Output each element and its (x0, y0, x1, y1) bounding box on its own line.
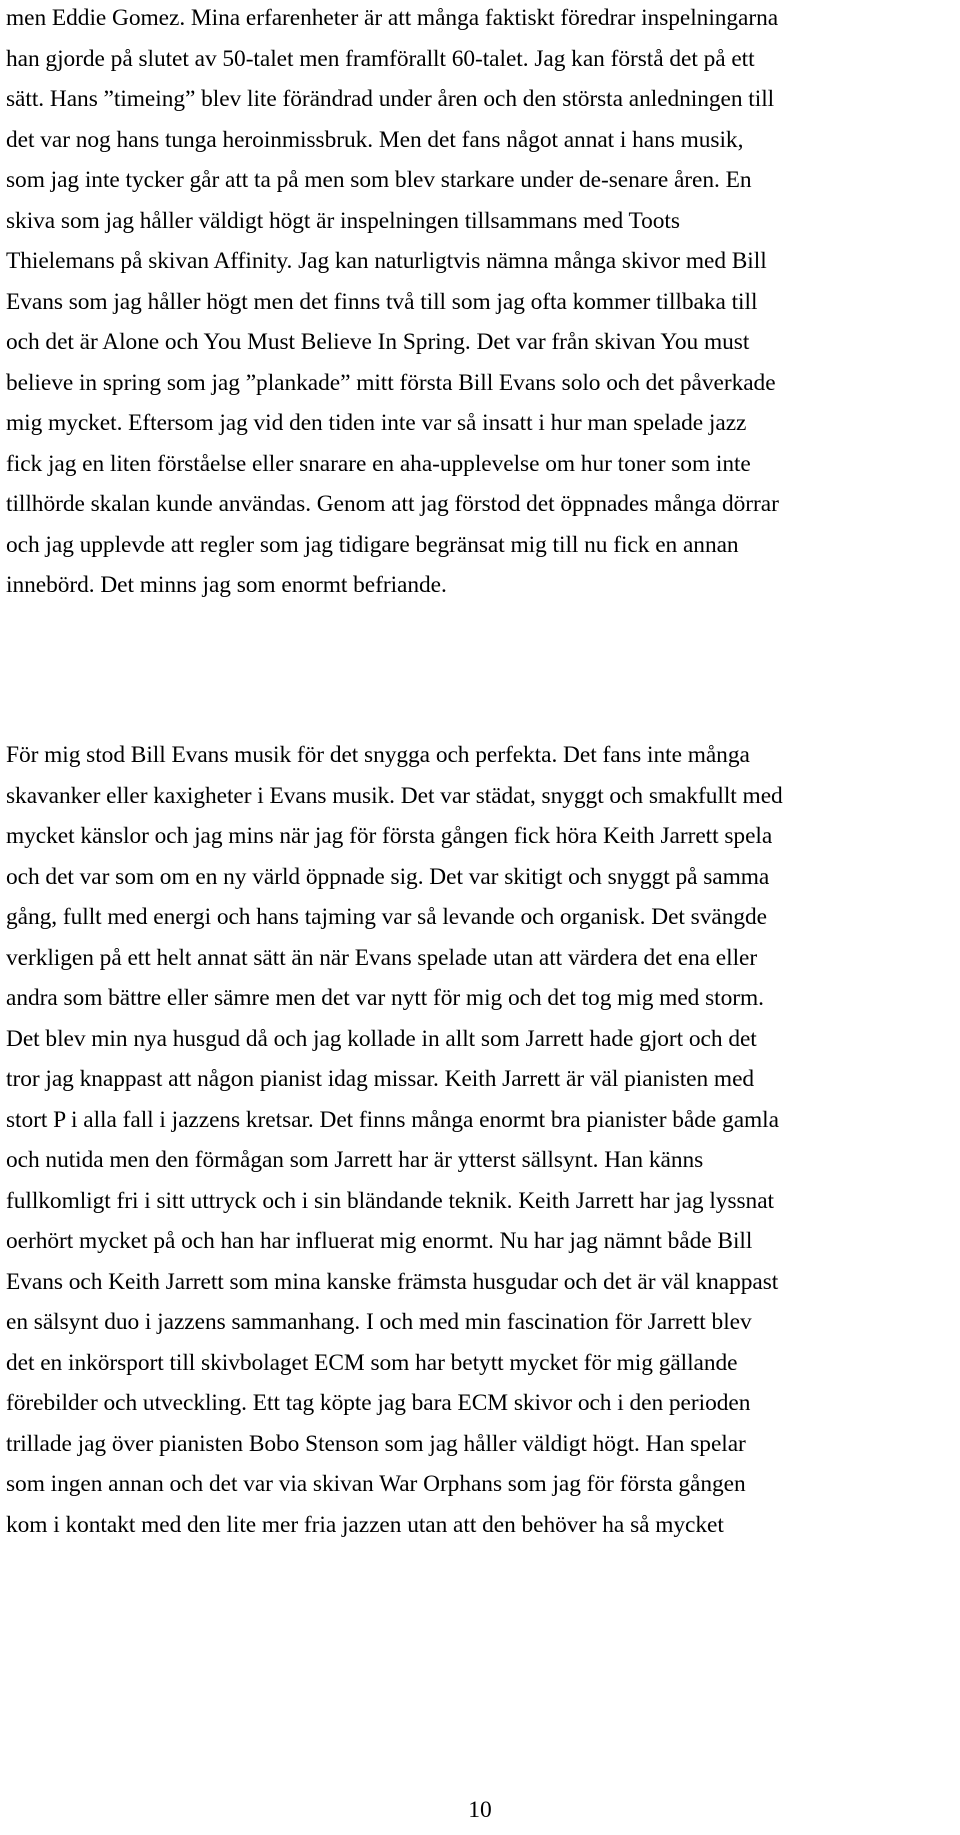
text-line: han gjorde på slutet av 50-talet men framförallt 60-talet. Jag kan förstå det på ett (6, 45, 755, 72)
text-line: och det var som om en ny värld öppnade sig. Det var skitigt och snyggt på samma (6, 863, 770, 890)
text-line: som ingen annan och det var via skivan War Orphans som jag för första gången (6, 1471, 746, 1497)
text-line: och nutida men den förmågan som Jarrett har är ytterst sällsynt. Han känns (6, 1147, 704, 1173)
text-line: innebörd. Det minns jag som enormt befriande. (6, 572, 447, 598)
text-line: gång, fullt med energi och hans tajming var så levande och organisk. Det svängde (6, 904, 767, 930)
text-line: det var nog hans tunga heroinmissbruk. Men det fans något annat i hans musik, (6, 126, 744, 153)
text-line: en sälsynt duo i jazzens sammanhang. I och med min fascination för Jarrett blev (6, 1309, 752, 1335)
text-line: Thielemans på skivan Affinity. Jag kan naturligtvis nämna många skivor med Bill (6, 248, 767, 274)
text-line: mig mycket. Eftersom jag vid den tiden inte var så insatt i hur man spelade jazz (6, 410, 747, 436)
text-line: fullkomligt fri i sitt uttryck och i sin bländande teknik. Keith Jarrett har jag lyssnat (6, 1187, 774, 1214)
text-line: skiva som jag håller väldigt högt är inspelningen tillsammans med Toots (6, 207, 680, 234)
text-line: mycket känslor och jag mins när jag för första gången fick höra Keith Jarrett spela (6, 823, 773, 849)
paragraph (6, 735, 958, 1545)
text-line: stort P i alla fall i jazzens kretsar. Det finns många enormt bra pianister både gamla (6, 1106, 779, 1133)
text-line: Evans som jag håller högt men det finns två till som jag ofta kommer tillbaka till (6, 288, 758, 315)
text-line: det en inkörsport till skivbolaget ECM som har betytt mycket för mig gällande (6, 1349, 738, 1376)
text-line: förebilder och utveckling. Ett tag köpte jag bara ECM skivor och i den perioden (6, 1390, 751, 1416)
text-line: För mig stod Bill Evans musik för det snygga och perfekta. Det fans inte många (6, 742, 750, 768)
text-line: men Eddie Gomez. Mina erfarenheter är att många faktiskt föredrar inspelningarna (6, 5, 779, 31)
text-line: som jag inte tycker går att ta på men som blev starkare under de-senare åren. En (6, 167, 752, 193)
text-line: Evans och Keith Jarrett som mina kanske främsta husgudar och det är väl knappast (6, 1268, 779, 1295)
text-line: Det blev min nya husgud då och jag kollade in allt som Jarrett hade gjort och det (6, 1025, 757, 1052)
text-line: fick jag en liten förståelse eller snarare en aha-upplevelse om hur toner som inte (6, 450, 751, 477)
text-line: verkligen på ett helt annat sätt än när Evans spelade utan att värdera det ena eller (6, 944, 758, 971)
text-line: sätt. Hans ”timeing” blev lite förändrad under åren och den största anledningen till (6, 86, 775, 112)
text-line: trillade jag över pianisten Bobo Stenson som jag håller väldigt högt. Han spelar (6, 1430, 746, 1457)
text-line: tillhörde skalan kunde användas. Genom att jag förstod det öppnades många dörrar (6, 491, 779, 517)
text-line: believe in spring som jag ”plankade” mitt första Bill Evans solo och det påverkade (6, 369, 776, 396)
page-number: 10 (468, 1797, 492, 1823)
text-line: andra som bättre eller sämre men det var nytt för mig och det tog mig med storm. (6, 985, 764, 1011)
text-line: oerhört mycket på och han har influerat mig enormt. Nu har jag nämnt både Bill (6, 1228, 753, 1254)
text-line: och jag upplevde att regler som jag tidigare begränsat mig till nu fick en annan (6, 531, 739, 558)
text-line: skavanker eller kaxigheter i Evans musik. Det var städat, snyggt och smakfullt med (6, 782, 783, 809)
text-line: och det är Alone och You Must Believe In Spring. Det var från skivan You must (6, 329, 750, 355)
text-line: kom i kontakt med den lite mer fria jazzen utan att den behöver ha så mycket (6, 1511, 724, 1538)
text-line: tror jag knappast att någon pianist idag missar. Keith Jarrett är väl pianisten med (6, 1066, 755, 1092)
paragraph (6, 0, 958, 606)
